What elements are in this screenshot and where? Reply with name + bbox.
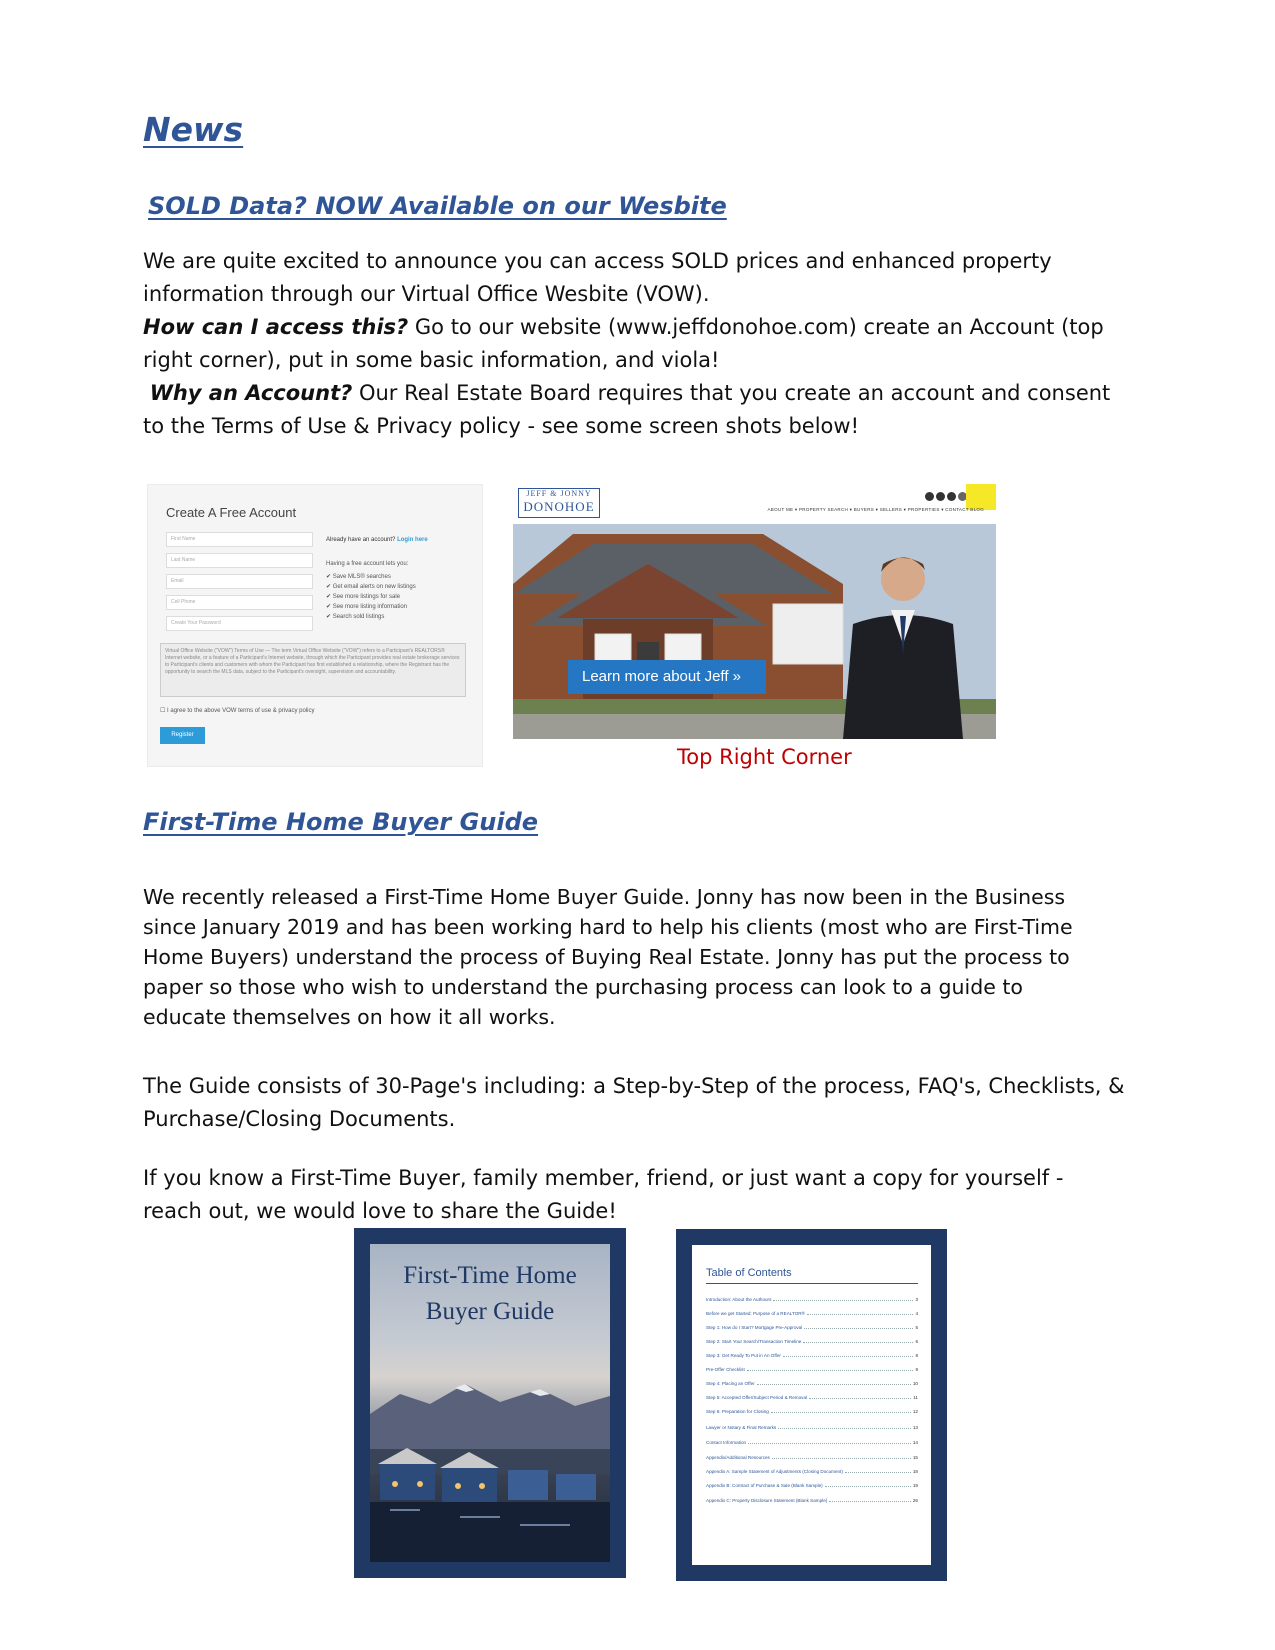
- toc-page-number: 4: [915, 1311, 918, 1316]
- paragraph-line: right corner), put in some basic information, and viola!: [143, 348, 720, 372]
- toc-entry: [706, 1311, 918, 1316]
- toc-entry: [706, 1425, 918, 1430]
- having-account-text: Having a free account lets you:: [326, 561, 409, 567]
- toc-dot-leader: [845, 1472, 911, 1473]
- toc-entry-title: Step 6: Preparation for Closing: [706, 1409, 769, 1414]
- hero-photo: [513, 524, 996, 739]
- paragraph-line: [143, 377, 1153, 410]
- toc-page-number: 5: [915, 1325, 918, 1330]
- paragraph-line: [143, 311, 1153, 344]
- toc-entry-title: Step 5: Accepted Offer/Subject Period & Removal: [706, 1395, 808, 1400]
- section-heading-sold-data: SOLD Data? NOW Available on our Wesbite: [148, 192, 727, 220]
- toc-dot-leader: [747, 1370, 914, 1371]
- toc-page-number: 14: [912, 1440, 918, 1445]
- toc-entry: [706, 1297, 918, 1302]
- toc-entry-title: Appendix B: Contract of Purchase & Sale (Blank Sample): [706, 1483, 823, 1488]
- guide-toc-image: [676, 1229, 947, 1581]
- learn-more-button: Learn more about Jeff »: [568, 660, 766, 694]
- toc-dot-leader: [771, 1412, 911, 1413]
- toc-page-number: 26: [912, 1498, 918, 1503]
- paragraph-line: since January 2019 and has been working hard to help his clients (most who are First-Time: [143, 915, 1073, 939]
- feature-item: ✔ See more listing information: [326, 604, 408, 610]
- toc-page-number: 6: [915, 1339, 918, 1344]
- toc-entry-title: Appendix/Additional Resources: [706, 1455, 770, 1460]
- paragraph-line: We recently released a First-Time Home Buyer Guide. Jonny has now been in the Business: [143, 885, 1066, 909]
- toc-title: Table of Contents: [706, 1267, 792, 1279]
- section-heading-buyer-guide: First-Time Home Buyer Guide: [143, 808, 539, 836]
- toc-dot-leader: [804, 1328, 913, 1329]
- toc-page-number: 18: [912, 1469, 918, 1474]
- toc-page-number: 13: [912, 1425, 918, 1430]
- toc-entry: [706, 1367, 918, 1372]
- site-logo: JEFF & JONNY DONOHOE: [518, 488, 600, 518]
- toc-page-number: 3: [915, 1297, 918, 1302]
- question-label: Why an Account?: [149, 381, 353, 405]
- feature-item: ✔ Search sold listings: [326, 614, 385, 620]
- toc-entry-title: Step 2: Start Your Search/Transaction Timeline: [706, 1339, 802, 1344]
- toc-dot-leader: [783, 1356, 914, 1357]
- toc-page-number: 10: [912, 1381, 918, 1386]
- toc-entry: [706, 1325, 918, 1330]
- form-title: Create A Free Account: [166, 505, 297, 520]
- last-name-field: Last Name: [166, 553, 313, 568]
- guide-cover-title: First-Time Home Buyer Guide: [403, 1262, 577, 1325]
- paragraph-line: reach out, we would love to share the Guide!: [143, 1199, 617, 1223]
- paragraph-line: Purchase/Closing Documents.: [143, 1107, 456, 1131]
- cover-photo: [370, 1374, 610, 1562]
- toc-entry: [706, 1483, 918, 1488]
- feature-item: ✔ Get email alerts on new listings: [326, 584, 416, 590]
- site-nav: ABOUT ME ▾ PROPERTY SEARCH ▾ BUYERS ▾ SELLERS ▾ PROPERTIES ▾ CONTACT BLOG: [767, 507, 984, 512]
- toc-dot-leader: [829, 1501, 911, 1502]
- toc-entry: [706, 1440, 918, 1445]
- toc-entry: [706, 1409, 918, 1414]
- toc-entry-title: Step 1: How do I Start? Mortgage Pre-Approval: [706, 1325, 803, 1330]
- email-field: Email: [166, 574, 313, 589]
- paragraph-line: paper so those who wish to understand the purchasing process can look to a guide to: [143, 975, 1023, 999]
- toc-dot-leader: [757, 1384, 911, 1385]
- paragraph-line: The Guide consists of 30-Page's including: a Step-by-Step of the process, FAQ's, Checklists, &: [143, 1074, 1125, 1098]
- toc-dot-leader: [809, 1398, 911, 1399]
- feature-item: ✔ Save MLS® searches: [326, 574, 391, 580]
- toc-dot-leader: [807, 1314, 913, 1315]
- answer-text: Go to our website (www.jeffdonohoe.com) create an Account (top: [408, 315, 1104, 339]
- toc-dot-leader: [778, 1428, 911, 1429]
- toc-dot-leader: [772, 1458, 911, 1459]
- password-field: Create Your Password: [166, 616, 313, 631]
- toc-entry: [706, 1381, 918, 1386]
- paragraph-line: Home Buyers) understand the process of Buying Real Estate. Jonny has put the process to: [143, 945, 1070, 969]
- guide-cover-image: [354, 1228, 626, 1578]
- already-account-text: Already have an account? Login here: [326, 537, 428, 543]
- screenshot-caption: Top Right Corner: [677, 745, 852, 769]
- paragraph-line: If you know a First-Time Buyer, family member, friend, or just want a copy for yourself -: [143, 1166, 1064, 1190]
- paragraph-line: to the Terms of Use & Privacy policy - see some screen shots below!: [143, 414, 859, 438]
- toc-entry-title: Step 4: Placing an Offer: [706, 1381, 755, 1386]
- twitter-icon: [936, 492, 945, 501]
- terms-textarea: Virtual Office Website ("VOW") Terms of Use — The term Virtual Office Website ("VOW") refers to a Participant's REALTORS® Internet website, or a feature of a Participant's Internet website, through which the Participant provides real estate brokerage services to Participant's clients and customers with whom the Participant has first established a relationship, where the Registrant has the opportunity to search the MLS data, subject to the Participant's oversight, supervision and accountability.: [160, 643, 466, 697]
- toc-entry: [706, 1339, 918, 1344]
- toc-entry-title: Step 3: Get Ready To Put in An Offer: [706, 1353, 781, 1358]
- toc-page-number: 9: [915, 1367, 918, 1372]
- toc-page-number: 12: [912, 1409, 918, 1414]
- paragraph-line: We are quite excited to announce you can access SOLD prices and enhanced property: [143, 249, 1052, 273]
- guide-paragraph-1: [143, 882, 1153, 1032]
- toc-entry-title: Appendix A: Sample Statement of Adjustments (Closing Document): [706, 1469, 843, 1474]
- facebook-icon: [925, 492, 934, 501]
- phone-field: Cell Phone: [166, 595, 313, 610]
- register-button: Register: [160, 727, 205, 744]
- page-title: News: [143, 110, 244, 149]
- guide-paragraph-2: [143, 1070, 1153, 1136]
- agree-checkbox-label: ☐ I agree to the above VOW terms of use & privacy policy: [160, 708, 315, 714]
- toc-entry-title: Lawyer or Notary & Final Remarks: [706, 1425, 777, 1430]
- toc-entry: [706, 1498, 918, 1503]
- toc-page-number: 11: [913, 1395, 918, 1400]
- toc-entry: [706, 1455, 918, 1460]
- toc-entry-title: Contact Information: [706, 1440, 747, 1445]
- paragraph-line: educate themselves on how it all works.: [143, 1005, 556, 1029]
- toc-page-number: 15: [912, 1455, 918, 1460]
- toc-dot-leader: [748, 1443, 911, 1444]
- toc-divider: [706, 1283, 918, 1284]
- section-body-sold-data: [143, 245, 1153, 443]
- toc-entry-title: Appendix C: Property Disclosure Statement (Blank Sample): [706, 1498, 828, 1503]
- toc-dot-leader: [825, 1486, 911, 1487]
- toc-entry-title: Introduction: About the Authours: [706, 1297, 772, 1302]
- feature-item: ✔ See more listings for sale: [326, 594, 401, 600]
- toc-page-number: 19: [912, 1483, 918, 1488]
- linkedin-icon: [947, 492, 956, 501]
- website-screenshot: [513, 484, 996, 739]
- login-link: Login here: [397, 537, 428, 543]
- toc-entry: [706, 1469, 918, 1474]
- toc-entry: [706, 1395, 918, 1400]
- question-label: How can I access this?: [143, 315, 409, 339]
- toc-entry-title: Pre-Offer Checklist: [706, 1367, 745, 1372]
- toc-dot-leader: [773, 1300, 913, 1301]
- answer-text: Our Real Estate Board requires that you create an account and consent: [352, 381, 1111, 405]
- toc-dot-leader: [803, 1342, 913, 1343]
- first-name-field: First Name: [166, 532, 313, 547]
- toc-entry-title: Before we get Started: Purpose of a REALTOR®: [706, 1311, 805, 1316]
- create-account-screenshot: [147, 484, 483, 767]
- paragraph-line: information through our Virtual Office Wesbite (VOW).: [143, 282, 710, 306]
- toc-entry: [706, 1353, 918, 1358]
- guide-paragraph-3: [143, 1162, 1153, 1228]
- toc-page-number: 8: [915, 1353, 918, 1358]
